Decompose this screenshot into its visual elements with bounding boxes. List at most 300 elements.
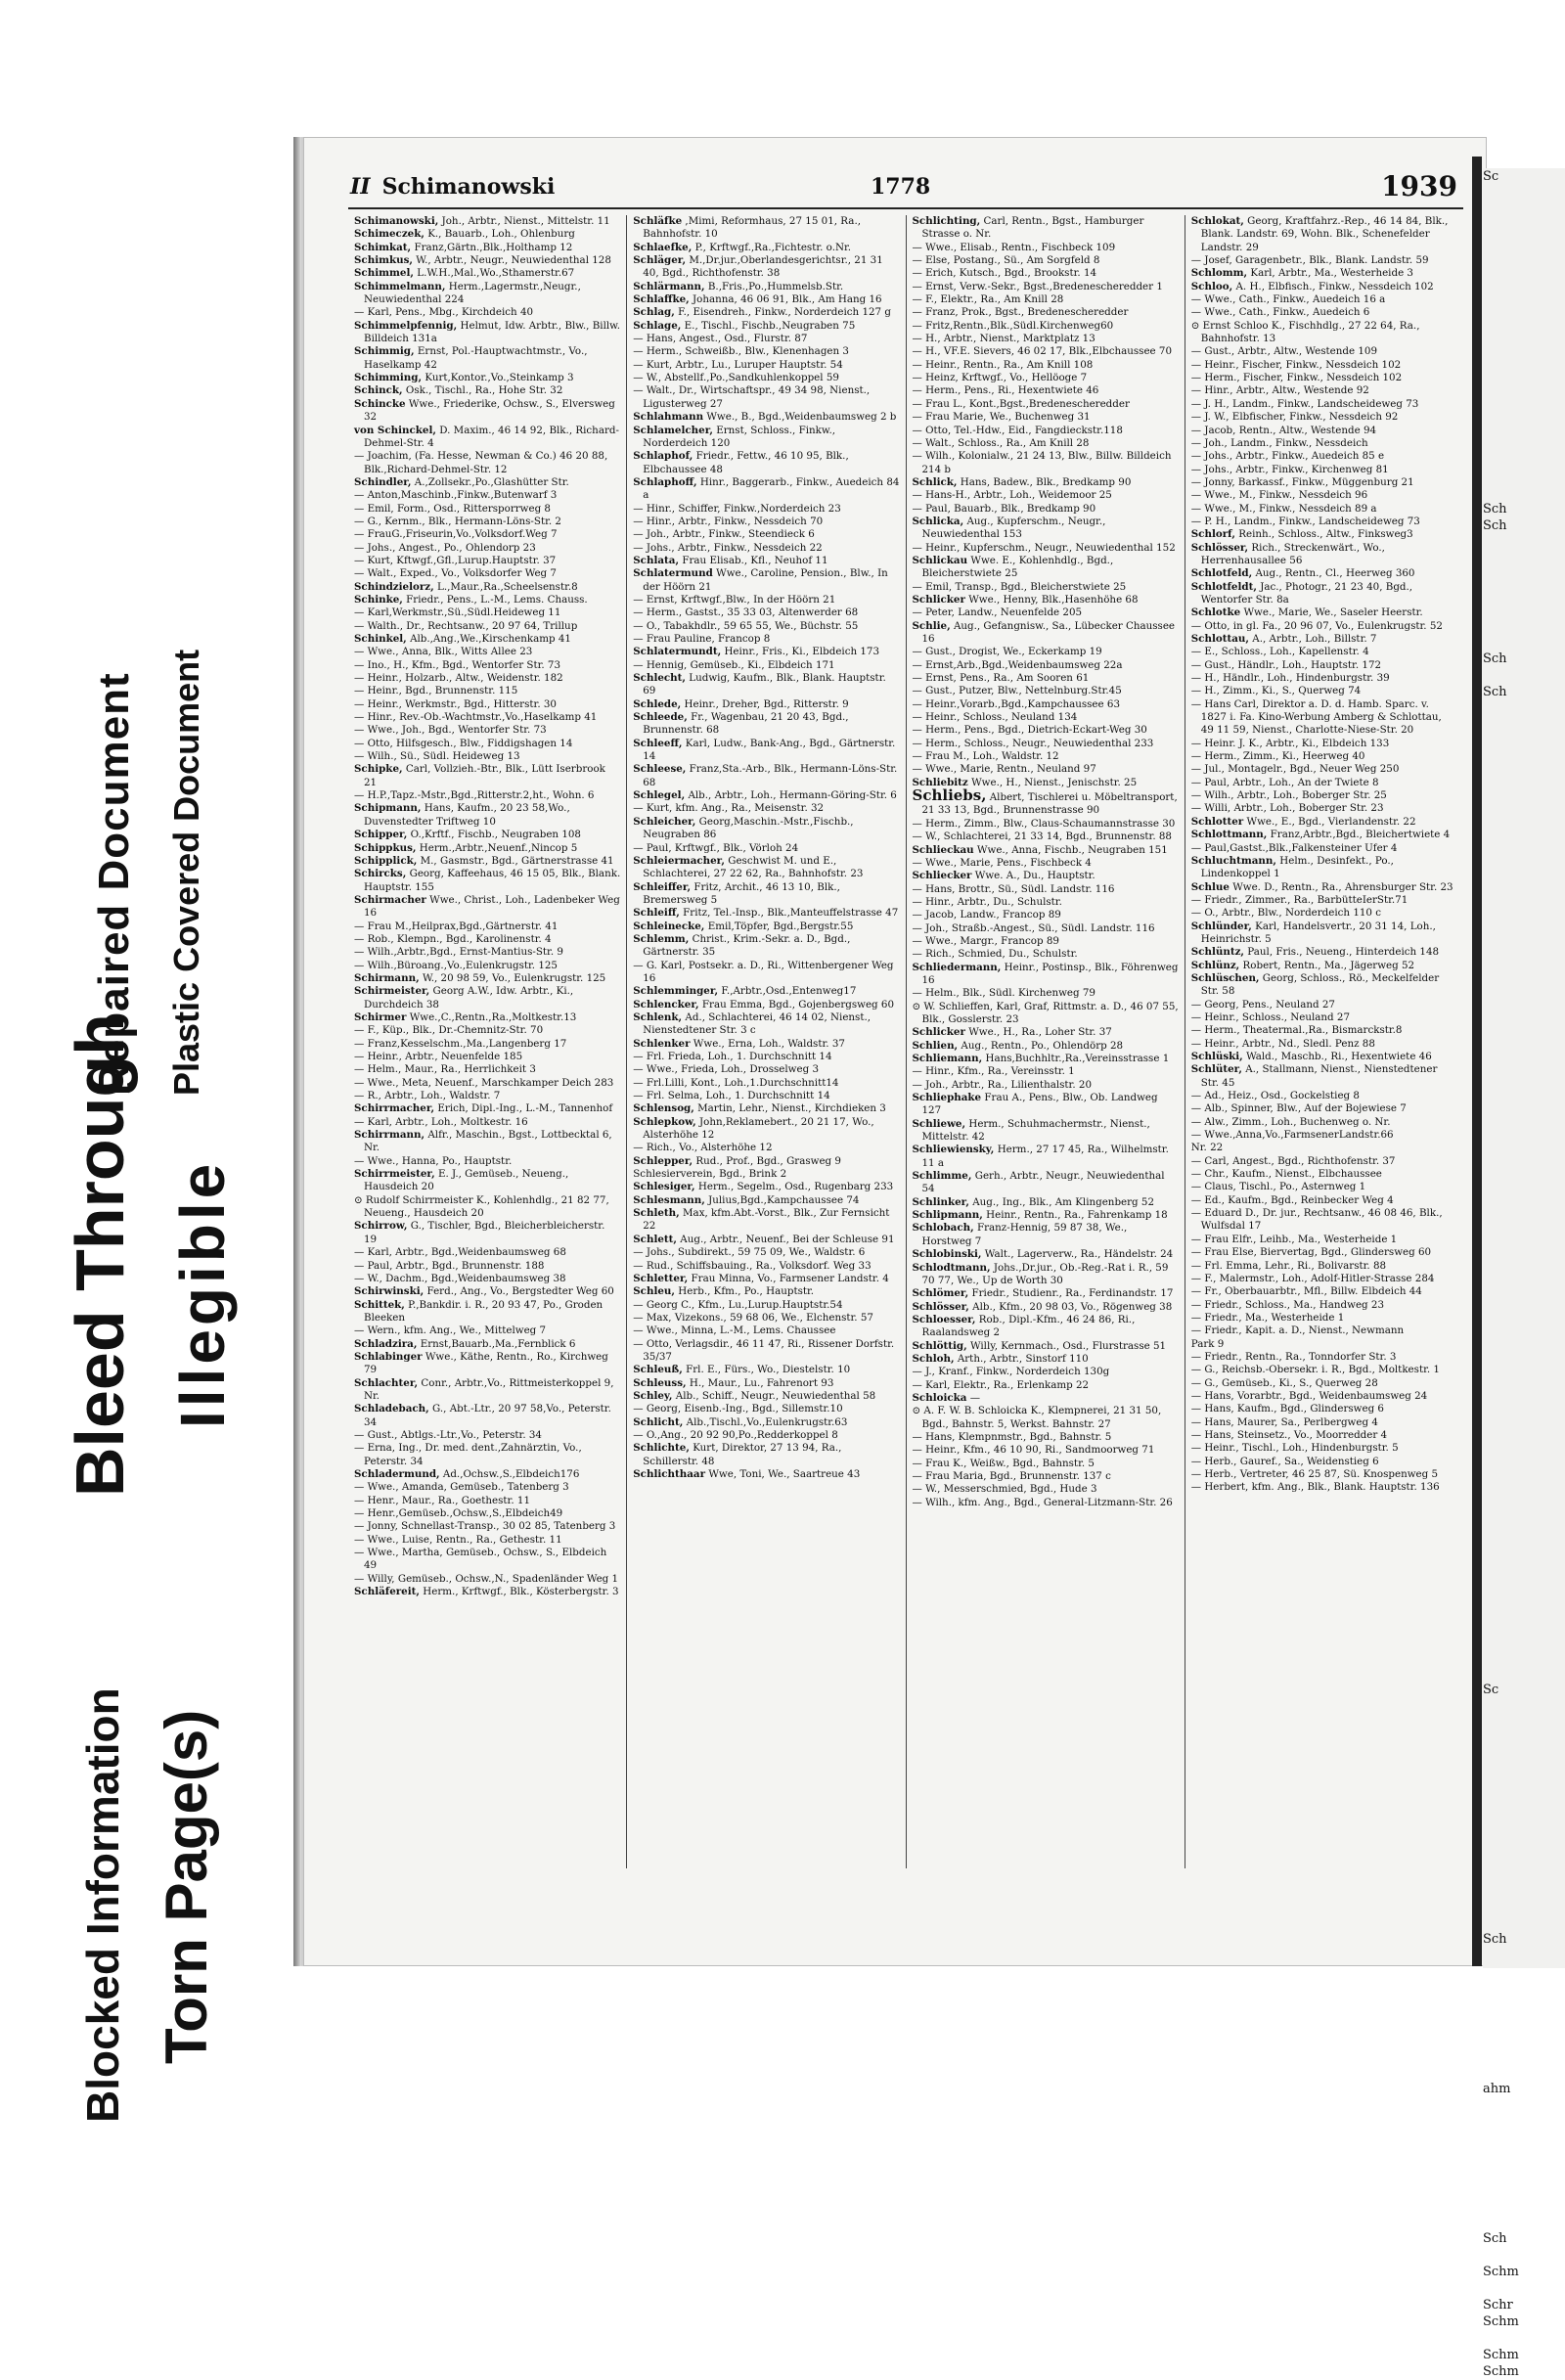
directory-entry bbox=[1191, 646, 1457, 658]
entry-name: Schlett, bbox=[633, 1233, 678, 1245]
entry-details: — Hans Carl, Direktor a. D. d. Hamb. Sparc. v. 1827 i. Fa. Kino-Werbung Amberg & Schlottau, 49 11 59, Nienst., Charlotte-Niese-Str. 20 bbox=[1190, 697, 1442, 737]
strip-fragment bbox=[1483, 468, 1565, 484]
directory-entry bbox=[1191, 1273, 1457, 1285]
entry-details: Fr., Wagenbau, 21 20 43, Bgd., Brunnenstr. 68 bbox=[643, 711, 849, 737]
directory-entry bbox=[913, 909, 1179, 921]
entry-details: — Hinr., Rev.-Ob.-Wachtmstr.,Vo.,Haselkamp 41 bbox=[354, 711, 598, 724]
entry-details: Ernst, Schloss., Finkw., Norderdeich 120 bbox=[643, 424, 836, 449]
column-2 bbox=[626, 215, 905, 1868]
directory-entry bbox=[633, 646, 899, 658]
header-year: 1939 bbox=[1381, 170, 1457, 202]
entry-name: Schlien, bbox=[912, 1039, 959, 1052]
entry-details: — Frl. Frieda, Loh., 1. Durchschnitt 14 bbox=[633, 1051, 832, 1062]
entry-details: Carl, Rentn., Bgst., Hamburger Strasse o. Nr. bbox=[921, 215, 1144, 241]
strip-fragment bbox=[1483, 1016, 1565, 1033]
entry-name: Schlata, bbox=[633, 554, 680, 566]
entry-details: — Friedr., Ma., Westerheide 1 bbox=[1190, 1311, 1345, 1324]
entry-details: — Heinr., Arbtr., Neuenfelde 185 bbox=[354, 1051, 523, 1062]
entry-details: Arth., Arbtr., Sinstorf 110 bbox=[957, 1352, 1089, 1365]
entry-name: Schliewiensky, bbox=[912, 1144, 995, 1156]
entry-details: — Wilh., Kolonialw., 21 24 13, Blw., Billw. Billdeich 214 b bbox=[912, 450, 1172, 475]
directory-entry bbox=[354, 384, 620, 397]
entry-details: Kurt,Kontor.,Vo.,Steinkamp 3 bbox=[425, 372, 574, 384]
entry-details: — Johs., Arbtr., Finkw., Kirchenweg 81 bbox=[1190, 463, 1389, 475]
entry-details: Max, kfm.Abt.-Vorst., Blk., Zur Fernsicht 22 bbox=[643, 1207, 890, 1233]
directory-entry bbox=[913, 1262, 1179, 1288]
directory-entry bbox=[913, 1379, 1179, 1392]
directory-entry bbox=[633, 320, 899, 333]
strip-fragment bbox=[1483, 1549, 1565, 1565]
entry-details: — Georg, Pens., Neuland 27 bbox=[1190, 998, 1335, 1010]
directory-entry bbox=[913, 516, 1179, 542]
directory-entry bbox=[913, 1353, 1179, 1366]
entry-name: Schlipmann, bbox=[912, 1209, 983, 1222]
strip-fragment bbox=[1483, 833, 1565, 850]
entry-details: — Herm., Schloss., Neugr., Neuwiedenthal 233 bbox=[912, 737, 1154, 749]
directory-entry bbox=[913, 1196, 1179, 1209]
strip-fragment bbox=[1483, 2280, 1565, 2297]
strip-fragment bbox=[1483, 384, 1565, 401]
directory-entry bbox=[354, 516, 620, 528]
directory-entry bbox=[633, 1338, 899, 1365]
entry-name: Schlue bbox=[1190, 880, 1230, 893]
strip-fragment bbox=[1483, 335, 1565, 351]
entry-name: Schlichthaar bbox=[633, 1468, 706, 1480]
directory-entry bbox=[913, 1040, 1179, 1053]
directory-entry bbox=[913, 685, 1179, 697]
directory-entry bbox=[913, 215, 1179, 242]
entry-name: Schlemminger, bbox=[633, 985, 719, 998]
directory-entry bbox=[633, 1285, 899, 1298]
entry-name: Schlinker, bbox=[912, 1195, 969, 1208]
entry-details: W., 20 98 59, Vo., Eulenkrugstr. 125 bbox=[422, 971, 606, 984]
directory-entry bbox=[354, 698, 620, 711]
entry-details: — Frau M., Loh., Waldstr. 12 bbox=[912, 750, 1059, 763]
directory-entry bbox=[1191, 1351, 1457, 1364]
directory-entry bbox=[1191, 1181, 1457, 1193]
entry-details: Walt., Lagerverw., Ra., Händelstr. 24 bbox=[984, 1248, 1174, 1261]
entry-details: — Franz, Prok., Bgst., Bredenescheredder bbox=[912, 306, 1129, 319]
strip-fragment bbox=[1483, 185, 1565, 202]
entry-details: Rich., Streckenwärt., Wo., Herrenhausallee 56 bbox=[1200, 541, 1385, 566]
directory-entry bbox=[913, 896, 1179, 909]
entry-details: — Gust., Putzer, Blw., Nettelnburg.Str.45 bbox=[912, 685, 1122, 697]
strip-fragment: Sch bbox=[1483, 518, 1507, 533]
strip-fragment bbox=[1483, 1964, 1565, 1981]
entry-name: Schittek, bbox=[354, 1298, 405, 1311]
entry-name: Schleiff, bbox=[633, 907, 680, 920]
entry-details: Frl. E., Fürs., Wo., Diestelstr. 10 bbox=[686, 1364, 851, 1376]
directory-entry bbox=[633, 215, 899, 242]
entry-details: — Heinr., Bgd., Brunnenstr. 115 bbox=[354, 685, 518, 697]
entry-details: — Herm., Gastst., 35 33 03, Altenwerder 68 bbox=[633, 606, 859, 619]
directory-entry bbox=[1191, 1194, 1457, 1207]
entry-details: — R., Arbtr., Loh., Waldstr. 7 bbox=[354, 1090, 501, 1102]
directory-entry bbox=[633, 567, 899, 594]
entry-name: Schirrmacher, bbox=[354, 1102, 435, 1115]
entry-details: — Wwe., Minna, L.-M., Lems. Chaussee bbox=[633, 1325, 836, 1337]
entry-details: Aug., Kupferschm., Neugr., Neuwiedenthal 153 bbox=[921, 515, 1106, 541]
entry-details: Herm., Schuhmachermstr., Nienst., Mittelstr. 42 bbox=[921, 1117, 1150, 1144]
directory-entry bbox=[633, 555, 899, 567]
directory-entry bbox=[354, 855, 620, 868]
entry-name: Schlenk, bbox=[633, 1010, 683, 1023]
directory-entry bbox=[354, 738, 620, 750]
strip-fragment bbox=[1483, 800, 1565, 817]
entry-name: Schlimme, bbox=[912, 1170, 972, 1183]
entry-name: Schlicka, bbox=[912, 515, 964, 527]
entry-details: Ad., Schlachterei, 46 14 02, Nienst., Nienstedtener Str. 3 c bbox=[643, 1010, 872, 1037]
entry-name: Schirmer bbox=[354, 1010, 407, 1023]
header-section: II bbox=[350, 174, 371, 200]
entry-details: — Hans, Klempnmstr., Bgd., Bahnstr. 5 bbox=[912, 1430, 1112, 1443]
entry-name: Schleese, bbox=[633, 763, 687, 776]
entry-details: Paul, Fris., Neueng., Hinterdeich 148 bbox=[1247, 946, 1440, 959]
directory-entry bbox=[1191, 1299, 1457, 1312]
entry-details: K., Bauarb., Loh., Ohlenburg bbox=[427, 228, 575, 241]
entry-details: Herb., Kfm., Po., Hauptstr. bbox=[678, 1285, 815, 1298]
entry-details: Herm., Krftwgf., Blk., Kösterbergstr. 3 bbox=[423, 1586, 619, 1598]
entry-name: Schloo, bbox=[1190, 280, 1233, 292]
strip-fragment bbox=[1483, 567, 1565, 584]
directory-entry bbox=[354, 254, 620, 267]
entry-details: — Hinr., Kfm., Ra., Vereinsstr. 1 bbox=[912, 1065, 1075, 1078]
directory-entry bbox=[913, 844, 1179, 857]
directory-entry bbox=[354, 528, 620, 541]
entry-details: — Heinz, Krftwgf., Vo., Hellöoge 7 bbox=[912, 372, 1088, 384]
entry-name: Schipke, bbox=[354, 763, 403, 776]
entry-details: Wwe, Toni, We., Saartreue 43 bbox=[708, 1468, 861, 1480]
entry-name: Schlodtmann, bbox=[912, 1261, 991, 1274]
entry-details: Wwe., H., Nienst., Jenischstr. 25 bbox=[971, 776, 1138, 788]
entry-details: Ferd., Ang., Vo., Bergstedter Weg 60 bbox=[426, 1285, 614, 1298]
entry-name: Schleuss, bbox=[633, 1376, 687, 1389]
directory-entry bbox=[354, 267, 620, 280]
entry-details: — G., Kernm., Blk., Hermann-Löns-Str. 2 bbox=[354, 515, 561, 527]
directory-entry bbox=[354, 1011, 620, 1024]
strip-fragment: Sc bbox=[1483, 169, 1499, 184]
directory-entry bbox=[1191, 516, 1457, 528]
strip-fragment: Schm bbox=[1483, 2314, 1519, 2329]
directory-entry bbox=[1191, 1338, 1457, 1351]
directory-entry bbox=[1191, 267, 1457, 280]
entry-name: Schlahmann bbox=[633, 411, 704, 424]
directory-entry bbox=[913, 1497, 1179, 1509]
directory-entry bbox=[913, 398, 1179, 411]
entry-details: Wwe., Erna, Loh., Waldstr. 37 bbox=[693, 1037, 845, 1050]
directory-entry bbox=[1191, 567, 1457, 580]
entry-details: A. H., Elbfisch., Finkw., Nessdeich 102 bbox=[1235, 280, 1434, 292]
entry-name: Schlede, bbox=[633, 697, 682, 710]
entry-details: Friedr., Studienr., Ra., Ferdinandstr. 17 bbox=[971, 1287, 1174, 1300]
strip-fragment bbox=[1483, 368, 1565, 384]
directory-entry bbox=[913, 987, 1179, 1000]
directory-entry bbox=[1191, 345, 1457, 358]
directory-entry bbox=[354, 1573, 620, 1586]
entry-details: — Karl, Elektr., Ra., Erlenkamp 22 bbox=[912, 1378, 1090, 1391]
entry-details: — Josef, Garagenbetr., Blk., Blank. Landstr. 59 bbox=[1190, 254, 1429, 267]
directory-entry bbox=[1191, 425, 1457, 437]
entry-details: Georg, Schloss., Rö., Meckelfelder Str. 58 bbox=[1200, 971, 1440, 998]
directory-entry bbox=[354, 842, 620, 855]
directory-entry bbox=[354, 581, 620, 594]
directory-entry bbox=[633, 999, 899, 1011]
strip-fragment bbox=[1483, 1765, 1565, 1781]
entry-details: — O., Arbtr., Blw., Norderdeich 110 c bbox=[1190, 907, 1382, 920]
directory-entry bbox=[354, 659, 620, 672]
entry-details: — Hans-H., Arbtr., Loh., Weidemoor 25 bbox=[912, 489, 1112, 502]
entry-details: F., Eisendreh., Finkw., Norderdeich 127 g bbox=[678, 306, 891, 319]
entry-name: Schlösser, bbox=[1190, 541, 1249, 554]
directory-entry bbox=[913, 935, 1179, 948]
entry-name: Schluchtmann, bbox=[1190, 854, 1276, 867]
entry-details: Conr., Arbtr.,Vo., Rittmeisterkoppel 9, Nr. bbox=[364, 1376, 614, 1402]
entry-details: — Hinr., Arbtr., Finkw., Nessdeich 70 bbox=[633, 515, 824, 527]
directory-entry bbox=[354, 960, 620, 972]
entry-name: Schliedermann, bbox=[912, 961, 1002, 973]
strip-fragment bbox=[1483, 2131, 1565, 2147]
strip-fragment bbox=[1483, 534, 1565, 551]
directory-entry bbox=[354, 985, 620, 1011]
entry-name: Schlemm, bbox=[633, 932, 690, 945]
strip-fragment bbox=[1483, 1316, 1565, 1332]
entry-details: Frau A., Pens., Blw., Ob. Landweg 127 bbox=[921, 1092, 1158, 1117]
directory-entry bbox=[633, 1442, 899, 1468]
directory-entry bbox=[633, 1468, 899, 1481]
entry-name: Schindzielorz, bbox=[354, 580, 434, 593]
directory-entry bbox=[1191, 1364, 1457, 1376]
directory-entry bbox=[633, 738, 899, 764]
entry-name: Schlatermund bbox=[633, 567, 713, 580]
strip-fragment bbox=[1483, 601, 1565, 617]
strip-fragment bbox=[1483, 2214, 1565, 2230]
directory-entry bbox=[913, 750, 1179, 763]
directory-entry bbox=[913, 1470, 1179, 1483]
strip-fragment bbox=[1483, 1482, 1565, 1499]
directory-entry bbox=[633, 1063, 899, 1076]
entry-details: — Jul., Montagelr., Bgd., Neuer Weg 250 bbox=[1190, 763, 1400, 776]
directory-entry bbox=[1191, 881, 1457, 894]
entry-details: Helmut, Idw. Arbtr., Blw., Billw. Billdeich 131a bbox=[364, 319, 621, 345]
directory-entry bbox=[354, 946, 620, 959]
label-torn-pages: Torn Page(s) bbox=[154, 1709, 219, 2064]
entry-name: Schlotter bbox=[1190, 815, 1244, 828]
strip-fragment bbox=[1483, 1831, 1565, 1848]
entry-name: Schlaffke, bbox=[633, 293, 690, 306]
entry-details: — Walt., Schloss., Ra., Am Knill 28 bbox=[912, 436, 1090, 449]
strip-fragment bbox=[1483, 1948, 1565, 1964]
strip-fragment bbox=[1483, 2014, 1565, 2031]
entry-details: Karl, Handelsvertr., 20 31 14, Loh., Heinrichstr. 5 bbox=[1200, 920, 1436, 945]
entry-details: — Friedr., Kapit. a. D., Nienst., Newmann bbox=[1190, 1325, 1405, 1337]
entry-details: — J. H., Landm., Finkw., Landscheideweg 73 bbox=[1190, 397, 1419, 410]
strip-fragment bbox=[1483, 1000, 1565, 1016]
directory-entry bbox=[633, 425, 899, 451]
directory-entry bbox=[354, 1481, 620, 1494]
directory-entry bbox=[633, 1273, 899, 1285]
directory-entry bbox=[913, 1092, 1179, 1118]
directory-entry bbox=[1191, 829, 1457, 841]
entry-details: — Henr.,Gemüseb.,Ochsw.,S.,Elbdeich49 bbox=[354, 1507, 563, 1520]
entry-details: ,Mimi, Reformhaus, 27 15 01, Ra., Bahnhofstr. 10 bbox=[643, 215, 861, 241]
directory-entry bbox=[633, 1077, 899, 1090]
directory-entry bbox=[1191, 1456, 1457, 1468]
directory-entry bbox=[1191, 789, 1457, 802]
entry-details: — Heinr., Werkmstr., Bgd., Hitterstr. 30 bbox=[354, 697, 557, 710]
entry-details: — Jonny, Schnellast-Transp., 30 02 85, Tatenberg 3 bbox=[354, 1520, 616, 1533]
entry-details: A.,Zollsekr.,Po.,Glashütter Str. bbox=[414, 475, 569, 488]
entry-details: John,Reklamebert., 20 21 17, Wo., Alsterhöhe 12 bbox=[643, 1115, 874, 1142]
strip-fragment bbox=[1483, 1731, 1565, 1748]
entry-details: Georg, Kraftfahrz.-Rep., 46 14 84, Blk., Blank. Landstr. 69, Wohn. Blk., Schenefelder Landstr. 29 bbox=[1200, 215, 1449, 253]
directory-entry bbox=[1191, 254, 1457, 267]
strip-fragment bbox=[1483, 434, 1565, 451]
column-1 bbox=[348, 215, 626, 1868]
entry-name: Schipplick, bbox=[354, 854, 418, 867]
entry-details: Hans, Kaufm., 20 23 58,Wo., Duvenstedter Triftweg 10 bbox=[364, 802, 570, 828]
entry-details: — Rich., Schmied, Du., Schulstr. bbox=[912, 948, 1078, 961]
entry-name: Schlepper, bbox=[633, 1154, 693, 1167]
entry-name: Schlicker bbox=[912, 593, 965, 606]
directory-entry bbox=[633, 333, 899, 345]
entry-name: Schleu, bbox=[633, 1285, 675, 1298]
entry-details: Wwe., Caroline, Pension., Blw., In der Höörn 21 bbox=[643, 567, 888, 593]
directory-entry bbox=[1191, 999, 1457, 1011]
entry-name: Schleth, bbox=[633, 1207, 680, 1220]
entry-name: Schlicht, bbox=[633, 1415, 684, 1428]
directory-entry bbox=[354, 1246, 620, 1259]
entry-details: G., Tischler, Bgd., Bleicherbleicherstr. 19 bbox=[364, 1220, 605, 1245]
directory-entry bbox=[633, 503, 899, 516]
entry-details: — Emil, Transp., Bgd., Bleicherstwiete 25 bbox=[912, 580, 1127, 593]
directory-entry bbox=[633, 620, 899, 633]
strip-fragment bbox=[1483, 2164, 1565, 2180]
strip-fragment bbox=[1483, 1183, 1565, 1199]
entry-name: Schleiffer, bbox=[633, 880, 692, 893]
entry-details: Willy, Kernmach., Osd., Flurstrasse 51 bbox=[969, 1339, 1167, 1352]
directory-entry bbox=[913, 1222, 1179, 1248]
strip-fragment bbox=[1483, 1100, 1565, 1116]
entry-details: Wwe., Friederike, Ochsw., S., Elversweg 32 bbox=[364, 397, 615, 424]
directory-entry bbox=[354, 1102, 620, 1115]
entry-details: Robert, Rentn., Ma., Jägerweg 52 bbox=[1242, 959, 1415, 971]
directory-entry bbox=[354, 306, 620, 319]
entry-details: Johs.,Dr.jur., Ob.-Reg.-Rat i. R., 59 70 77, We., Up de Worth 30 bbox=[921, 1261, 1169, 1286]
directory-entry bbox=[913, 724, 1179, 737]
strip-fragment: ahm bbox=[1483, 2082, 1511, 2096]
entry-details: — Frau L., Kont.,Bgst.,Bredenescheredder bbox=[912, 397, 1130, 410]
entry-details: Heinr., Fris., Ki., Elbdeich 173 bbox=[724, 646, 880, 658]
entry-details: Hans,Buchhltr.,Ra.,Vereinsstrasse 1 bbox=[985, 1053, 1170, 1064]
directory-entry bbox=[1191, 1312, 1457, 1325]
directory-entry bbox=[1191, 359, 1457, 372]
directory-entry bbox=[913, 581, 1179, 594]
directory-entry bbox=[913, 437, 1179, 450]
directory-entry bbox=[913, 293, 1179, 306]
entry-details: Kurt, Direktor, 27 13 94, Ra., Schillerstr. 48 bbox=[643, 1442, 842, 1467]
entry-details: — F., Elektr., Ra., Am Knill 28 bbox=[912, 293, 1064, 306]
entry-details: — Henr., Maur., Ra., Goethestr. 11 bbox=[354, 1494, 530, 1506]
directory-entry bbox=[1191, 398, 1457, 411]
directory-entry bbox=[354, 228, 620, 241]
entry-details: — Paul, Krftwgf., Blk., Vörloh 24 bbox=[633, 841, 799, 854]
strip-fragment bbox=[1483, 318, 1565, 335]
strip-fragment bbox=[1483, 1781, 1565, 1798]
directory-entry bbox=[913, 659, 1179, 672]
directory-entry bbox=[913, 450, 1179, 476]
directory-entry bbox=[633, 985, 899, 998]
entry-details: Wwe., E., Bgd., Vierlandenstr. 22 bbox=[1246, 815, 1416, 828]
directory-entry bbox=[354, 829, 620, 841]
entry-details: — Willy, Gemüseb., Ochsw.,N., Spadenländer Weg 1 bbox=[354, 1572, 619, 1585]
entry-details: Christ., Krim.-Sekr. a. D., Bgd., Gärtnerstr. 35 bbox=[643, 932, 851, 959]
entry-details: — Wwe., Cath., Finkw., Auedeich 16 a bbox=[1190, 293, 1386, 306]
strip-fragment bbox=[1483, 700, 1565, 717]
entry-details: — Wwe.,Anna,Vo.,FarmsenerLandstr.66 bbox=[1190, 1129, 1394, 1142]
directory-entry bbox=[633, 542, 899, 555]
entry-details: — Helm., Blk., Südl. Kirchenweg 79 bbox=[912, 987, 1096, 1000]
entry-details: — Paul, Bauarb., Blk., Bredkamp 90 bbox=[912, 502, 1096, 515]
directory-entry bbox=[633, 1246, 899, 1259]
entry-details: Wwe. D., Rentn., Ra., Ahrensburger Str. 23 bbox=[1232, 880, 1453, 893]
entry-details: — Wwe., Marie, Rentn., Neuland 97 bbox=[912, 763, 1096, 776]
strip-fragment bbox=[1483, 268, 1565, 285]
directory-entry bbox=[633, 306, 899, 319]
entry-details: — Chr., Kaufm., Nienst., Elbchaussee bbox=[1190, 1168, 1382, 1181]
directory-entry bbox=[354, 789, 620, 802]
entry-details: Hans, Badew., Blk., Bredkamp 90 bbox=[960, 475, 1132, 488]
directory-entry bbox=[354, 868, 620, 894]
directory-entry bbox=[633, 1390, 899, 1403]
entry-details: — Ed., Kaufm., Bgd., Reinbecker Weg 4 bbox=[1190, 1193, 1394, 1206]
strip-fragment bbox=[1483, 351, 1565, 368]
strip-fragment bbox=[1483, 2330, 1565, 2347]
strip-fragment bbox=[1483, 1515, 1565, 1532]
entry-name: Schlobinski, bbox=[912, 1248, 982, 1261]
directory-entry bbox=[354, 711, 620, 724]
entry-details: — W., Abstellf.,Po.,Sandkuhlenkoppel 59 bbox=[633, 372, 839, 384]
entry-name: Schipmann, bbox=[354, 802, 422, 815]
entry-details: Helm., Desinfekt., Po., Lindenkoppel 1 bbox=[1200, 854, 1394, 880]
entry-details: — Joh., Arbtr., Finkw., Steendieck 6 bbox=[633, 528, 815, 541]
directory-entry bbox=[354, 450, 620, 476]
entry-name: Schindler, bbox=[354, 475, 412, 488]
entry-details: — Friedr., Rentn., Ra., Tonndorfer Str. 3 bbox=[1190, 1350, 1397, 1363]
directory-entry bbox=[354, 503, 620, 516]
directory-entry bbox=[1191, 816, 1457, 829]
entry-details: — Johs., Subdirekt., 59 75 09, We., Waldstr. 6 bbox=[633, 1246, 866, 1259]
directory-entry bbox=[1191, 763, 1457, 776]
entry-details: Jac., Photogr., 21 23 40, Bgd., Wentorfer Str. 8a bbox=[1200, 580, 1413, 606]
page-header bbox=[323, 164, 1457, 207]
strip-fragment bbox=[1483, 1914, 1565, 1931]
entry-details: — Frau Marie, We., Buchenweg 31 bbox=[912, 411, 1091, 424]
entry-name: Schlotfeld, bbox=[1190, 567, 1253, 580]
directory-entry bbox=[1191, 1390, 1457, 1403]
entry-details: — Hennig, Gemüseb., Ki., Elbdeich 171 bbox=[633, 658, 835, 671]
directory-entry bbox=[633, 1116, 899, 1143]
directory-entry bbox=[1191, 1102, 1457, 1115]
entry-name: Schlomm, bbox=[1190, 267, 1248, 280]
entry-details: Wwe., Marie, We., Saseler Heerstr. bbox=[1243, 606, 1423, 619]
directory-entry bbox=[354, 633, 620, 646]
entry-name: Schimanowski, bbox=[354, 215, 439, 227]
entry-details: — Otto, Tel.-Hdw., Eid., Fangdieckstr.118 bbox=[912, 424, 1123, 436]
strip-fragment: Schm bbox=[1483, 2364, 1519, 2379]
directory-entry bbox=[354, 1351, 620, 1377]
strip-fragment: Schm bbox=[1483, 2348, 1519, 2362]
directory-entry bbox=[354, 242, 620, 254]
